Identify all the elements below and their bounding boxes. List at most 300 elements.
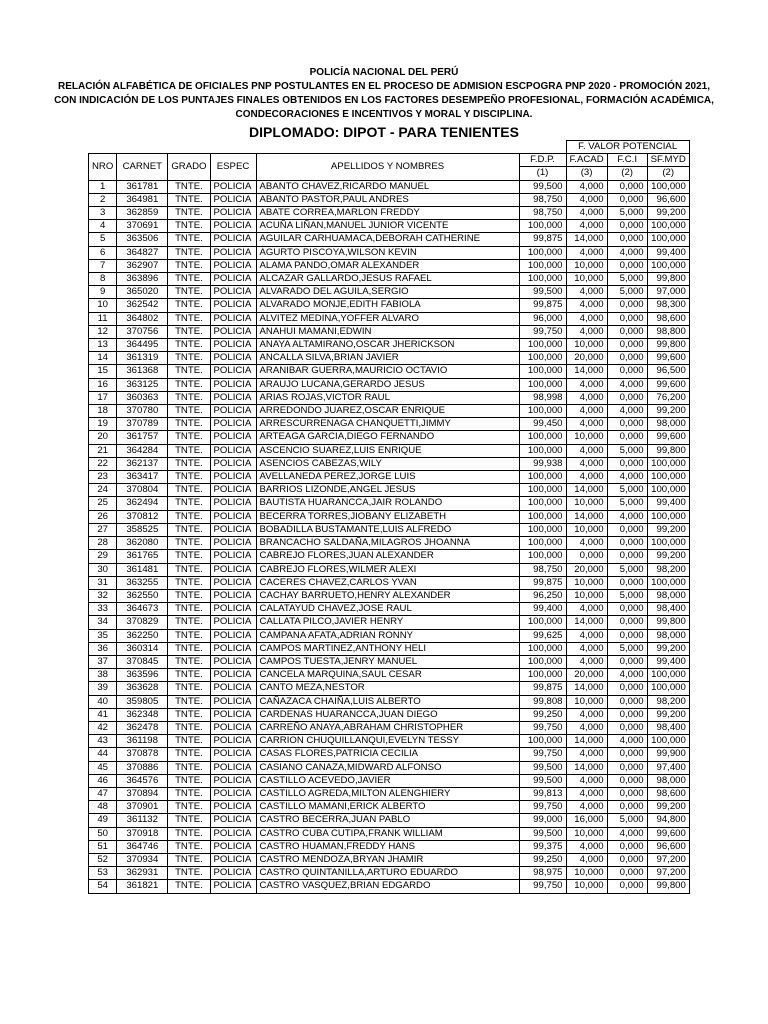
cell-carnet: 363255 [117,576,168,589]
cell-facad: 4,000 [566,774,607,787]
table-row [89,840,690,853]
cell-fci: 5,000 [607,286,647,299]
cell-grado: TNTE. [168,682,210,695]
cell-nombre: ASENCIOS CABEZAS,WILY [256,457,519,470]
cell-espec: POLICIA [210,207,256,220]
cell-fci: 0,000 [607,550,647,563]
cell-nro: 16 [89,378,117,391]
cell-fci: 5,000 [607,589,647,602]
cell-fdp: 100,000 [519,259,566,272]
cell-fci: 0,000 [607,787,647,800]
cell-carnet: 370789 [117,418,168,431]
cell-nro: 21 [89,444,117,457]
table-row [89,193,690,206]
cell-espec: POLICIA [210,457,256,470]
cell-facad: 4,000 [566,286,607,299]
cell-nro: 15 [89,365,117,378]
cell-nombre: ABANTO PASTOR,PAUL ANDRES [256,193,519,206]
cell-carnet: 361765 [117,550,168,563]
cell-espec: POLICIA [210,537,256,550]
cell-carnet: 362859 [117,207,168,220]
table-row [89,867,690,880]
cell-espec: POLICIA [210,299,256,312]
cell-carnet: 370934 [117,853,168,866]
cell-espec: POLICIA [210,180,256,193]
cell-nombre: BAUTISTA HUARANCCA,JAIR ROLANDO [256,497,519,510]
cell-carnet: 361481 [117,563,168,576]
cell-nombre: AGURTO PISCOYA,WILSON KEVIN [256,246,519,259]
cell-grado: TNTE. [168,220,210,233]
cell-facad: 4,000 [566,853,607,866]
cell-nombre: AGUILAR CARHUAMACA,DEBORAH CATHERINE [256,233,519,246]
cell-sfmyd: 98,200 [647,563,689,576]
cell-facad: 10,000 [566,867,607,880]
cell-facad: 14,000 [566,735,607,748]
col-sfmyd-sub: (2) [647,167,689,180]
cell-espec: POLICIA [210,405,256,418]
cell-carnet: 364576 [117,774,168,787]
cell-grado: TNTE. [168,867,210,880]
cell-espec: POLICIA [210,193,256,206]
cell-carnet: 361757 [117,431,168,444]
cell-nro: 27 [89,523,117,536]
cell-fdp: 100,000 [519,365,566,378]
cell-fci: 0,000 [607,391,647,404]
cell-facad: 4,000 [566,840,607,853]
table-row [89,735,690,748]
cell-fdp: 99,250 [519,853,566,866]
cell-nombre: CAÑAZACA CHAIÑA,LUIS ALBERTO [256,695,519,708]
cell-nombre: CASAS FLORES,PATRICIA CECILIA [256,748,519,761]
cell-espec: POLICIA [210,444,256,457]
header-factors-line: CONDECORACIONES E INCENTIVOS Y MORAL Y DISCIPLINA. [235,109,533,120]
table-row [89,563,690,576]
cell-sfmyd: 100,000 [647,471,689,484]
cell-nombre: BOBADILLA BUSTAMANTE,LUIS ALFREDO [256,523,519,536]
cell-facad: 4,000 [566,642,607,655]
cell-espec: POLICIA [210,603,256,616]
cell-grado: TNTE. [168,457,210,470]
cell-carnet: 364746 [117,840,168,853]
cell-fdp: 99,500 [519,180,566,193]
cell-sfmyd: 99,600 [647,378,689,391]
cell-nro: 49 [89,814,117,827]
table-row [89,233,690,246]
cell-espec: POLICIA [210,418,256,431]
cell-sfmyd: 98,400 [647,721,689,734]
cell-fdp: 100,000 [519,220,566,233]
table-row [89,523,690,536]
cell-fci: 0,000 [607,537,647,550]
cell-facad: 4,000 [566,471,607,484]
cell-grado: TNTE. [168,853,210,866]
cell-facad: 14,000 [566,233,607,246]
cell-espec: POLICIA [210,787,256,800]
cell-espec: POLICIA [210,378,256,391]
cell-nro: 42 [89,721,117,734]
cell-espec: POLICIA [210,761,256,774]
cell-nro: 10 [89,299,117,312]
cell-nro: 54 [89,880,117,893]
cell-nro: 35 [89,629,117,642]
cell-facad: 14,000 [566,616,607,629]
cell-fci: 5,000 [607,444,647,457]
cell-sfmyd: 98,400 [647,603,689,616]
header-institution: POLICÍA NACIONAL DEL PERÚ [309,67,459,78]
cell-carnet: 370780 [117,405,168,418]
cell-sfmyd: 99,400 [647,655,689,668]
cell-sfmyd: 100,000 [647,537,689,550]
cell-fci: 5,000 [607,814,647,827]
table-row [89,391,690,404]
cell-fdp: 100,000 [519,471,566,484]
cell-facad: 4,000 [566,787,607,800]
cell-nombre: AVELLANEDA PEREZ,JORGE LUIS [256,471,519,484]
cell-espec: POLICIA [210,853,256,866]
cell-fci: 4,000 [607,405,647,418]
cell-facad: 10,000 [566,497,607,510]
cell-facad: 4,000 [566,457,607,470]
cell-nombre: ARREDONDO JUAREZ,OSCAR ENRIQUE [256,405,519,418]
cell-nro: 3 [89,207,117,220]
cell-grado: TNTE. [168,259,210,272]
col-espec: ESPEC [210,154,256,180]
cell-nombre: ASCENCIO SUAREZ,LUIS ENRIQUE [256,444,519,457]
col-facad-sub: (3) [566,167,607,180]
cell-espec: POLICIA [210,655,256,668]
cell-fdp: 99,813 [519,787,566,800]
cell-grado: TNTE. [168,721,210,734]
cell-fci: 0,000 [607,880,647,893]
cell-sfmyd: 99,600 [647,827,689,840]
cell-fci: 0,000 [607,193,647,206]
cell-nro: 11 [89,312,117,325]
cell-nombre: BECERRA TORRES,JIOBANY ELIZABETH [256,510,519,523]
cell-sfmyd: 97,200 [647,853,689,866]
cell-grado: TNTE. [168,708,210,721]
cell-nro: 5 [89,233,117,246]
col-fci-sub: (2) [607,167,647,180]
cell-fdp: 100,000 [519,497,566,510]
cell-nro: 8 [89,273,117,286]
cell-facad: 10,000 [566,273,607,286]
cell-grado: TNTE. [168,814,210,827]
cell-nro: 38 [89,669,117,682]
group-header-valor-potencial: F. VALOR POTENCIAL [566,141,689,154]
table-row [89,312,690,325]
cell-espec: POLICIA [210,339,256,352]
cell-sfmyd: 97,000 [647,286,689,299]
cell-espec: POLICIA [210,880,256,893]
table-row [89,787,690,800]
cell-fci: 0,000 [607,457,647,470]
cell-facad: 4,000 [566,246,607,259]
cell-carnet: 370804 [117,484,168,497]
cell-nro: 39 [89,682,117,695]
cell-grado: TNTE. [168,233,210,246]
cell-espec: POLICIA [210,827,256,840]
cell-espec: POLICIA [210,774,256,787]
cell-nombre: ANAHUI MAMANI,EDWIN [256,325,519,338]
cell-nombre: CAMPOS MARTINEZ,ANTHONY HELI [256,642,519,655]
cell-sfmyd: 99,200 [647,642,689,655]
cell-espec: POLICIA [210,523,256,536]
table-row [89,444,690,457]
cell-facad: 4,000 [566,655,607,668]
cell-fci: 0,000 [607,431,647,444]
cell-sfmyd: 76,200 [647,391,689,404]
cell-fdp: 99,750 [519,748,566,761]
table-row [89,721,690,734]
cell-nombre: CASTRO MENDOZA,BRYAN JHAMIR [256,853,519,866]
cell-fdp: 99,875 [519,299,566,312]
cell-fdp: 100,000 [519,655,566,668]
cell-fci: 0,000 [607,853,647,866]
cell-grado: TNTE. [168,550,210,563]
cell-fci: 0,000 [607,180,647,193]
cell-fdp: 98,998 [519,391,566,404]
cell-nombre: CAMPOS TUESTA,JENRY MANUEL [256,655,519,668]
cell-fdp: 100,000 [519,484,566,497]
cell-nro: 7 [89,259,117,272]
cell-carnet: 363628 [117,682,168,695]
cell-facad: 20,000 [566,669,607,682]
cell-nombre: ARAUJO LUCANA,GERARDO JESUS [256,378,519,391]
cell-nombre: CALATAYUD CHAVEZ,JOSE RAUL [256,603,519,616]
table-row [89,669,690,682]
cell-nombre: CASIANO CANAZA,MIDWARD ALFONSO [256,761,519,774]
cell-facad: 10,000 [566,259,607,272]
column-header-row [89,154,690,167]
cell-nombre: ALVARADO MONJE,EDITH FABIOLA [256,299,519,312]
cell-nro: 4 [89,220,117,233]
cell-facad: 10,000 [566,339,607,352]
table-row [89,642,690,655]
cell-carnet: 364802 [117,312,168,325]
cell-carnet: 370812 [117,510,168,523]
table-row [89,589,690,602]
cell-fdp: 100,000 [519,444,566,457]
cell-fdp: 100,000 [519,735,566,748]
cell-grado: TNTE. [168,880,210,893]
table-row [89,827,690,840]
cell-fci: 5,000 [607,642,647,655]
cell-grado: TNTE. [168,787,210,800]
cell-grado: TNTE. [168,774,210,787]
cell-facad: 10,000 [566,431,607,444]
cell-grado: TNTE. [168,827,210,840]
cell-fci: 5,000 [607,273,647,286]
cell-espec: POLICIA [210,365,256,378]
cell-grado: TNTE. [168,616,210,629]
cell-nombre: CARDENAS HUARANCCA,JUAN DIEGO [256,708,519,721]
cell-facad: 10,000 [566,589,607,602]
cell-fdp: 99,400 [519,603,566,616]
cell-carnet: 362542 [117,299,168,312]
cell-fci: 0,000 [607,629,647,642]
cell-nombre: ABANTO CHAVEZ,RICARDO MANUEL [256,180,519,193]
cell-fci: 5,000 [607,207,647,220]
cell-facad: 14,000 [566,365,607,378]
cell-sfmyd: 99,200 [647,801,689,814]
cell-nro: 41 [89,708,117,721]
cell-nombre: CASTRO BECERRA,JUAN PABLO [256,814,519,827]
cell-nombre: CABREJO FLORES,WILMER ALEXI [256,563,519,576]
col-fdp: F.D.P. [519,154,566,167]
cell-fdp: 100,000 [519,523,566,536]
cell-carnet: 370829 [117,616,168,629]
cell-fci: 0,000 [607,523,647,536]
cell-fci: 5,000 [607,563,647,576]
table-row [89,246,690,259]
cell-sfmyd: 100,000 [647,484,689,497]
cell-sfmyd: 100,000 [647,220,689,233]
cell-facad: 4,000 [566,405,607,418]
cell-grado: TNTE. [168,312,210,325]
cell-fci: 0,000 [607,259,647,272]
cell-sfmyd: 99,200 [647,405,689,418]
cell-grado: TNTE. [168,180,210,193]
cell-grado: TNTE. [168,655,210,668]
cell-grado: TNTE. [168,497,210,510]
cell-grado: TNTE. [168,801,210,814]
cell-carnet: 370886 [117,761,168,774]
cell-nombre: CARRION CHUQUILLANQUI,EVELYN TESSY [256,735,519,748]
cell-fdp: 99,500 [519,774,566,787]
cell-sfmyd: 98,800 [647,325,689,338]
cell-fci: 0,000 [607,603,647,616]
cell-nro: 30 [89,563,117,576]
cell-facad: 4,000 [566,537,607,550]
cell-sfmyd: 98,600 [647,787,689,800]
cell-fdp: 98,975 [519,867,566,880]
table-row [89,365,690,378]
cell-facad: 4,000 [566,418,607,431]
cell-sfmyd: 98,000 [647,418,689,431]
cell-fdp: 99,750 [519,801,566,814]
cell-fci: 0,000 [607,325,647,338]
cell-nro: 25 [89,497,117,510]
cell-nro: 17 [89,391,117,404]
cell-fdp: 100,000 [519,431,566,444]
table-row [89,497,690,510]
cell-fdp: 98,750 [519,563,566,576]
table-row [89,339,690,352]
cell-grado: TNTE. [168,273,210,286]
cell-espec: POLICIA [210,748,256,761]
cell-sfmyd: 99,200 [647,708,689,721]
cell-sfmyd: 99,800 [647,444,689,457]
cell-nombre: CACERES CHAVEZ,CARLOS YVAN [256,576,519,589]
cell-espec: POLICIA [210,550,256,563]
cell-grado: TNTE. [168,484,210,497]
cell-nro: 1 [89,180,117,193]
cell-fci: 0,000 [607,801,647,814]
cell-facad: 14,000 [566,761,607,774]
cell-nombre: CALLATA PILCO,JAVIER HENRY [256,616,519,629]
table-row [89,761,690,774]
cell-nro: 34 [89,616,117,629]
cell-nombre: ALAMA PANDO,OMAR ALEXANDER [256,259,519,272]
table-row [89,299,690,312]
cell-sfmyd: 98,000 [647,774,689,787]
table-row [89,431,690,444]
cell-nombre: CACHAY BARRUETO,HENRY ALEXANDER [256,589,519,602]
cell-fci: 4,000 [607,510,647,523]
cell-fdp: 99,375 [519,840,566,853]
cell-nro: 26 [89,510,117,523]
cell-nro: 33 [89,603,117,616]
cell-nro: 32 [89,589,117,602]
cell-nombre: CABREJO FLORES,JUAN ALEXANDER [256,550,519,563]
cell-carnet: 362080 [117,537,168,550]
cell-fdp: 99,875 [519,576,566,589]
cell-grado: TNTE. [168,378,210,391]
cell-sfmyd: 98,600 [647,312,689,325]
table-body [89,180,690,893]
cell-nro: 43 [89,735,117,748]
cell-fci: 0,000 [607,721,647,734]
cell-fci: 0,000 [607,339,647,352]
cell-espec: POLICIA [210,589,256,602]
cell-fdp: 100,000 [519,510,566,523]
cell-grado: TNTE. [168,405,210,418]
cell-espec: POLICIA [210,233,256,246]
cell-nro: 53 [89,867,117,880]
table-row [89,484,690,497]
cell-carnet: 362137 [117,457,168,470]
cell-fci: 0,000 [607,233,647,246]
table-row [89,774,690,787]
cell-nombre: ALVARADO DEL AGUILA,SERGIO [256,286,519,299]
cell-fci: 0,000 [607,299,647,312]
cell-espec: POLICIA [210,708,256,721]
cell-fci: 0,000 [607,576,647,589]
cell-facad: 10,000 [566,827,607,840]
cell-nombre: CASTILLO MAMANI,ERICK ALBERTO [256,801,519,814]
cell-grado: TNTE. [168,299,210,312]
cell-facad: 4,000 [566,325,607,338]
cell-fdp: 99,750 [519,721,566,734]
cell-nombre: ACUÑA LIÑAN,MANUEL JUNIOR VICENTE [256,220,519,233]
cell-carnet: 359805 [117,695,168,708]
cell-grado: TNTE. [168,510,210,523]
table-row [89,180,690,193]
cell-fci: 0,000 [607,365,647,378]
cell-fdp: 99,500 [519,761,566,774]
cell-sfmyd: 99,800 [647,880,689,893]
cell-facad: 10,000 [566,695,607,708]
cell-carnet: 361319 [117,352,168,365]
cell-grado: TNTE. [168,603,210,616]
cell-nombre: CASTILLO ACEVEDO,JAVIER [256,774,519,787]
cell-grado: TNTE. [168,418,210,431]
cell-grado: TNTE. [168,537,210,550]
cell-facad: 4,000 [566,721,607,734]
cell-espec: POLICIA [210,312,256,325]
cell-nro: 31 [89,576,117,589]
document-title: DIPLOMADO: DIPOT - PARA TENIENTES [249,124,519,140]
cell-fci: 4,000 [607,669,647,682]
cell-fdp: 99,625 [519,629,566,642]
cell-fdp: 99,000 [519,814,566,827]
col-nombre: APELLIDOS Y NOMBRES [256,154,519,180]
cell-nombre: ALCAZAR GALLARDO,JESUS RAFAEL [256,273,519,286]
cell-sfmyd: 100,000 [647,735,689,748]
table-row [89,603,690,616]
cell-sfmyd: 96,600 [647,193,689,206]
cell-nro: 47 [89,787,117,800]
